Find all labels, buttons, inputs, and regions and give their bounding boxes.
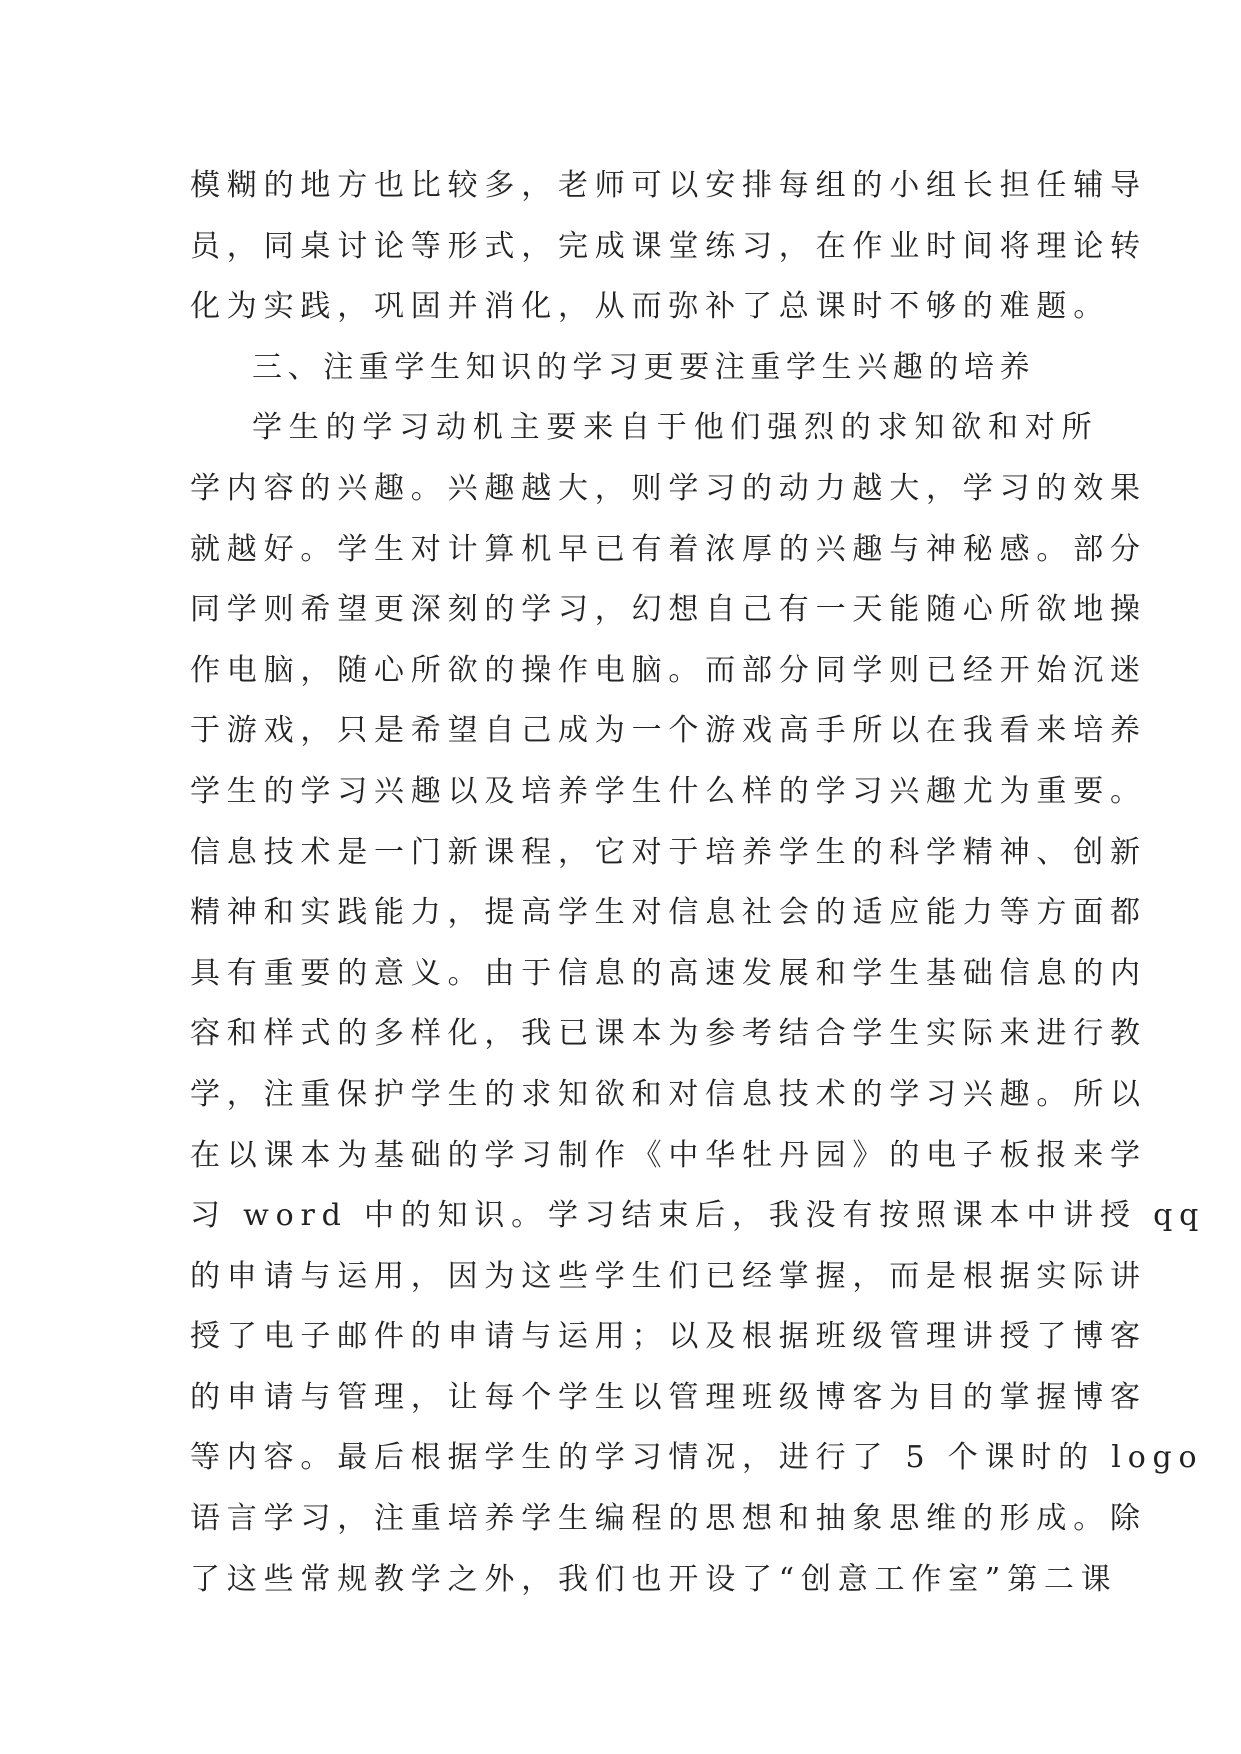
text-line-23: 语言学习，注重培养学生编程的思想和抽象思维的形成。除 xyxy=(190,1501,1147,1537)
text-line-20: 授了电子邮件的申请与运用；以及根据班级管理讲授了博客 xyxy=(190,1319,1147,1355)
text-line-17: 在以课本为基础的学习制作《中华牡丹园》的电子板报来学 xyxy=(190,1137,1147,1173)
text-line-9: 作电脑，随心所欲的操作电脑。而部分同学则已经开始沉迷 xyxy=(190,652,1147,688)
text-line-14: 具有重要的意义。由于信息的高速发展和学生基础信息的内 xyxy=(190,955,1147,991)
text-line-1: 模糊的地方也比较多，老师可以安排每组的小组长担任辅导 xyxy=(190,168,1147,203)
text-line-3: 化为实践，巩固并消化，从而弥补了总课时不够的难题。 xyxy=(190,289,1110,325)
body-text xyxy=(190,156,1206,1610)
text-line-24: 了这些常规教学之外，我们也开设了“创意工作室”第二课 xyxy=(190,1561,1118,1597)
text-line-21: 的申请与管理，让每个学生以管理班级博客为目的掌握博客 xyxy=(190,1379,1147,1415)
text-line-12: 信息技术是一门新课程，它对于培养学生的科学精神、创新 xyxy=(190,834,1147,870)
text-line-16: 学，注重保护学生的求知欲和对信息技术的学习兴趣。所以 xyxy=(190,1076,1147,1112)
text-line-22: 等内容。最后根据学生的学习情况，进行了 5 个课时的 logo xyxy=(190,1440,1204,1476)
text-line-2: 员，同桌讨论等形式，完成课堂练习，在作业时间将理论转 xyxy=(190,228,1147,264)
text-line-13: 精神和实践能力，提高学生对信息社会的适应能力等方面都 xyxy=(190,895,1147,931)
text-line-19: 的申请与运用，因为这些学生们已经掌握，而是根据实际讲 xyxy=(190,1258,1147,1294)
text-line-8: 同学则希望更深刻的学习，幻想自己有一天能随心所欲地操 xyxy=(190,592,1147,628)
text-line-10: 于游戏，只是希望自己成为一个游戏高手所以在我看来培养 xyxy=(190,713,1147,749)
text-line-7: 就越好。学生对计算机早已有着浓厚的兴趣与神秘感。部分 xyxy=(190,531,1147,567)
text-line-15: 容和样式的多样化，我已课本为参考结合学生实际来进行教 xyxy=(190,1016,1147,1052)
section-heading: 三、注重学生知识的学习更要注重学生兴趣的培养 xyxy=(252,349,1036,385)
text-line-5: 学生的学习动机主要来自于他们强烈的求知欲和对所 xyxy=(252,410,1099,446)
text-line-6: 学内容的兴趣。兴趣越大，则学习的动力越大，学习的效果 xyxy=(190,470,1147,506)
text-line-11: 学生的学习兴趣以及培养学生什么样的学习兴趣尤为重要。 xyxy=(190,773,1147,809)
text-line-18: 习 word 中的知识。学习结束后，我没有按照课本中讲授 qq xyxy=(190,1198,1206,1234)
